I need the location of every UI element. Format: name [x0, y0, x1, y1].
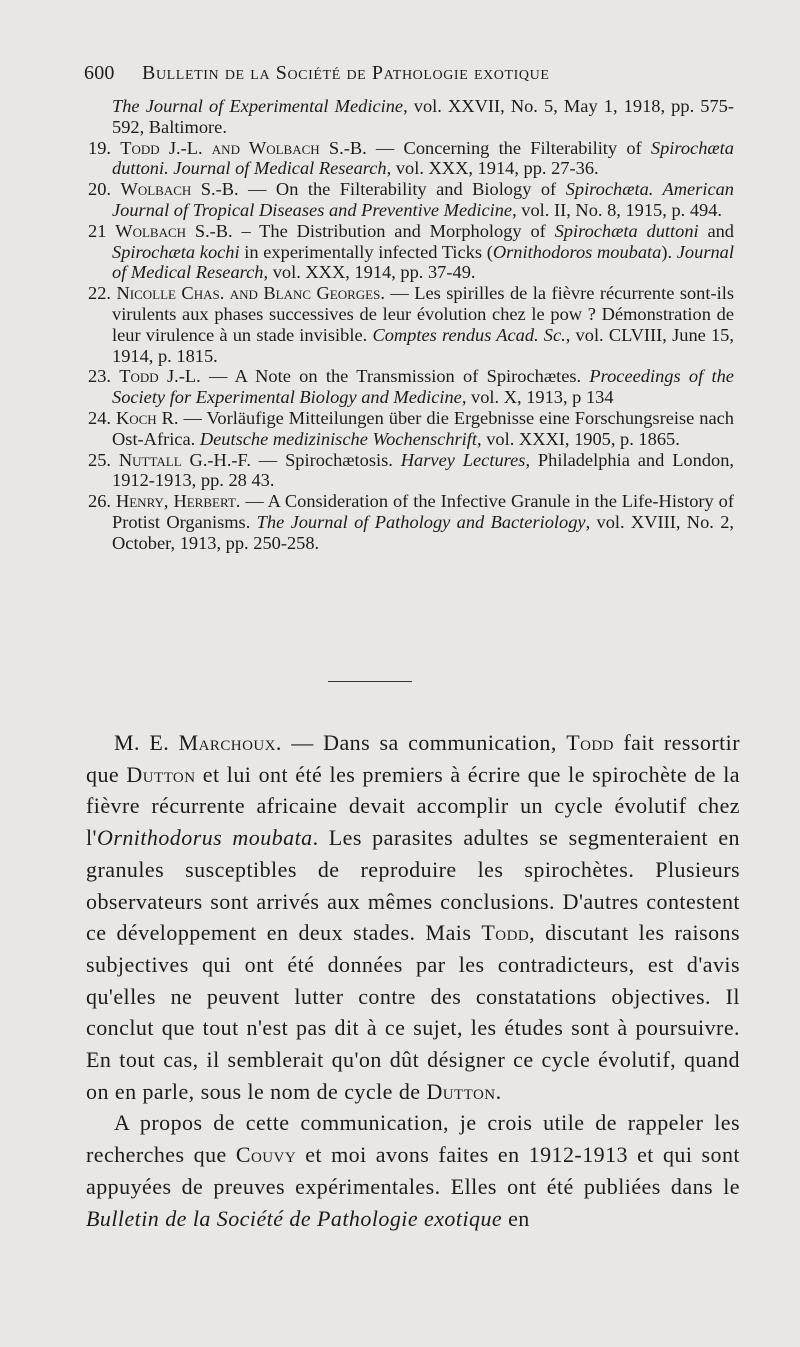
species-name: Ornithodorus moubata: [96, 825, 313, 851]
paragraph: [86, 727, 740, 1107]
speaker-name: M. E. Marchoux.: [114, 730, 282, 755]
reference-journal: Spirochæta. American Journal of Tropical Diseases and Preventive Medicine: [112, 179, 735, 220]
reference-item: [88, 96, 734, 138]
text-run: — Dans sa communication,: [281, 730, 567, 755]
reference-item: [88, 221, 734, 283]
reference-list: [88, 96, 734, 554]
reference-author: Nuttall G.-H.-F.: [118, 449, 251, 470]
reference-author: Todd J.-L.: [119, 366, 201, 387]
reference-title: — A Note on the Transmission of Spirochætes.: [200, 366, 590, 387]
person-name: Dutton: [426, 1078, 496, 1104]
text-run: A propos de cette communication, je crois utile de rappeler les recherches que: [86, 1110, 740, 1168]
reference-species: Spirochæta kochi: [112, 241, 240, 262]
reference-details: , vol. II, No. 8, 1915, p. 494.: [512, 199, 723, 220]
text-run: . Les parasites adultes se segmenteraient en granules susceptibles de reproduire les spirochètes. Plusieurs observateurs sont arrivés aux mêmes conclusions. D'autres contestent ce développement en deux stades. Mais: [86, 825, 741, 946]
reference-author: Todd J.-L. and Wolbach S.-B.: [120, 137, 367, 158]
reference-number: 22.: [88, 283, 111, 304]
reference-journal: Harvey Lectures: [400, 449, 526, 470]
reference-number: 20.: [88, 179, 111, 200]
reference-item: [88, 283, 734, 366]
reference-journal: The Journal of Pathology and Bacteriology: [256, 511, 586, 532]
reference-title: and: [698, 220, 734, 241]
reference-title: — Spirochætosis.: [250, 449, 401, 470]
person-name: Couvy: [235, 1142, 297, 1168]
paragraph: [86, 1107, 740, 1234]
reference-item: [88, 366, 734, 408]
reference-item: [88, 491, 734, 553]
reference-number: 23.: [88, 366, 111, 387]
reference-species: Spirochæta duttoni: [554, 220, 699, 241]
reference-author: Wolbach S.-B.: [115, 220, 233, 241]
reference-title: — Les spirilles de la fièvre récurrente sont-ils virulents aux phases successives de leur évolution chez le pow ? Démonstration de leur virulence à un stade invisible.: [112, 283, 734, 345]
reference-title: — A Consideration of the Infective Granule in the Life-History of Protist Organisms.: [112, 491, 734, 532]
reference-details: , vol. CLVIII, June 15, 1914, p. 1815.: [112, 324, 734, 366]
reference-species: Ornithodoros moubata: [492, 241, 662, 262]
reference-details: , Philadelphia and London, 1912-1913, pp. 28 43.: [112, 449, 734, 491]
reference-number: 26.: [88, 491, 111, 512]
section-divider: [328, 681, 412, 682]
text-run: et lui ont été les premiers à écrire que le spirochète de la fièvre récurrente africaine devait accomplir un cycle évolutif chez l': [86, 761, 740, 851]
reference-details: , vol. XXXI, 1905, p. 1865.: [477, 428, 680, 449]
reference-number: 21: [88, 220, 107, 241]
reference-author: Henry, Herbert.: [115, 491, 241, 512]
reference-title: in experimentally infected Ticks (: [239, 241, 493, 262]
reference-author: Nicolle Chas. and Blanc Georges.: [116, 283, 385, 304]
reference-journal: Comptes rendus Acad. Sc.: [372, 324, 566, 345]
reference-author: Koch R.: [115, 407, 179, 428]
reference-journal: Proceedings of the Society for Experimental Biology and Medicine: [112, 366, 734, 408]
person-name: Todd: [481, 920, 530, 946]
person-name: Dutton: [126, 761, 196, 787]
reference-details: , vol. X, 1913, p 134: [461, 387, 614, 408]
discussion-text: [86, 727, 740, 1234]
text-run: fait ressortir que: [86, 730, 740, 787]
reference-journal: Deutsche medizinische Wochenschrift: [199, 428, 478, 449]
person-name: Todd: [566, 730, 614, 755]
reference-details: , vol. XXVII, No. 5, May 1, 1918, pp. 575-592, Baltimore.: [112, 96, 734, 137]
reference-title: – The Distribution and Morphology of: [232, 220, 555, 241]
reference-details: , vol. XVIII, No. 2, October, 1913, pp. 250-258.: [112, 511, 734, 553]
journal-name: Bulletin de la Société de Pathologie exotique: [86, 1205, 503, 1231]
reference-journal: Journal of Medical Research: [112, 241, 734, 283]
reference-item: [88, 179, 734, 221]
reference-title: — Concerning the Filterability of: [366, 137, 651, 158]
reference-details: , vol. XXX, 1914, pp. 37-49.: [263, 262, 476, 283]
reference-number: 25.: [88, 449, 111, 470]
reference-journal: The Journal of Experimental Medicine: [112, 96, 404, 116]
text-run: et moi avons faites en 1912-1913 et qui sont appuyées de preuves expérimentales. Elles ont été publiées dans le: [86, 1142, 740, 1199]
reference-item: [88, 450, 734, 492]
reference-title: — On the Filterability and Biology of: [238, 179, 566, 200]
reference-number: 24.: [88, 407, 111, 428]
reference-number: 19.: [88, 137, 111, 158]
reference-item: [88, 138, 734, 180]
reference-details: , vol. XXX, 1914, pp. 27-36.: [386, 158, 599, 179]
reference-author: Wolbach S.-B.: [120, 179, 239, 200]
text-run: .: [495, 1078, 502, 1104]
page-number: 600: [84, 62, 115, 84]
reference-title: ).: [661, 241, 677, 262]
reference-title: — Vorläufige Mitteilungen über die Ergebnisse eine Forschungsreise nach Ost-Africa.: [112, 407, 734, 449]
reference-journal: Spirochæta duttoni. Journal of Medical Research: [112, 137, 734, 179]
text-run: , discutant les raisons subjectives qui ont été données par les contradicteurs, est d'avis qu'elles ne peuvent lutter contre des constatations objectives. Il conclut que tout n'est pas dit à ce sujet, les études sont à poursuivre. En tout cas, il semblerait qu'on dût désigner ce cycle évolutif, quand on en parle, sous le nom de cycle de: [86, 920, 740, 1104]
reference-item: [88, 408, 734, 450]
running-title: Bulletin de la Société de Pathologie exotique: [142, 62, 550, 84]
text-run: en: [502, 1205, 530, 1231]
